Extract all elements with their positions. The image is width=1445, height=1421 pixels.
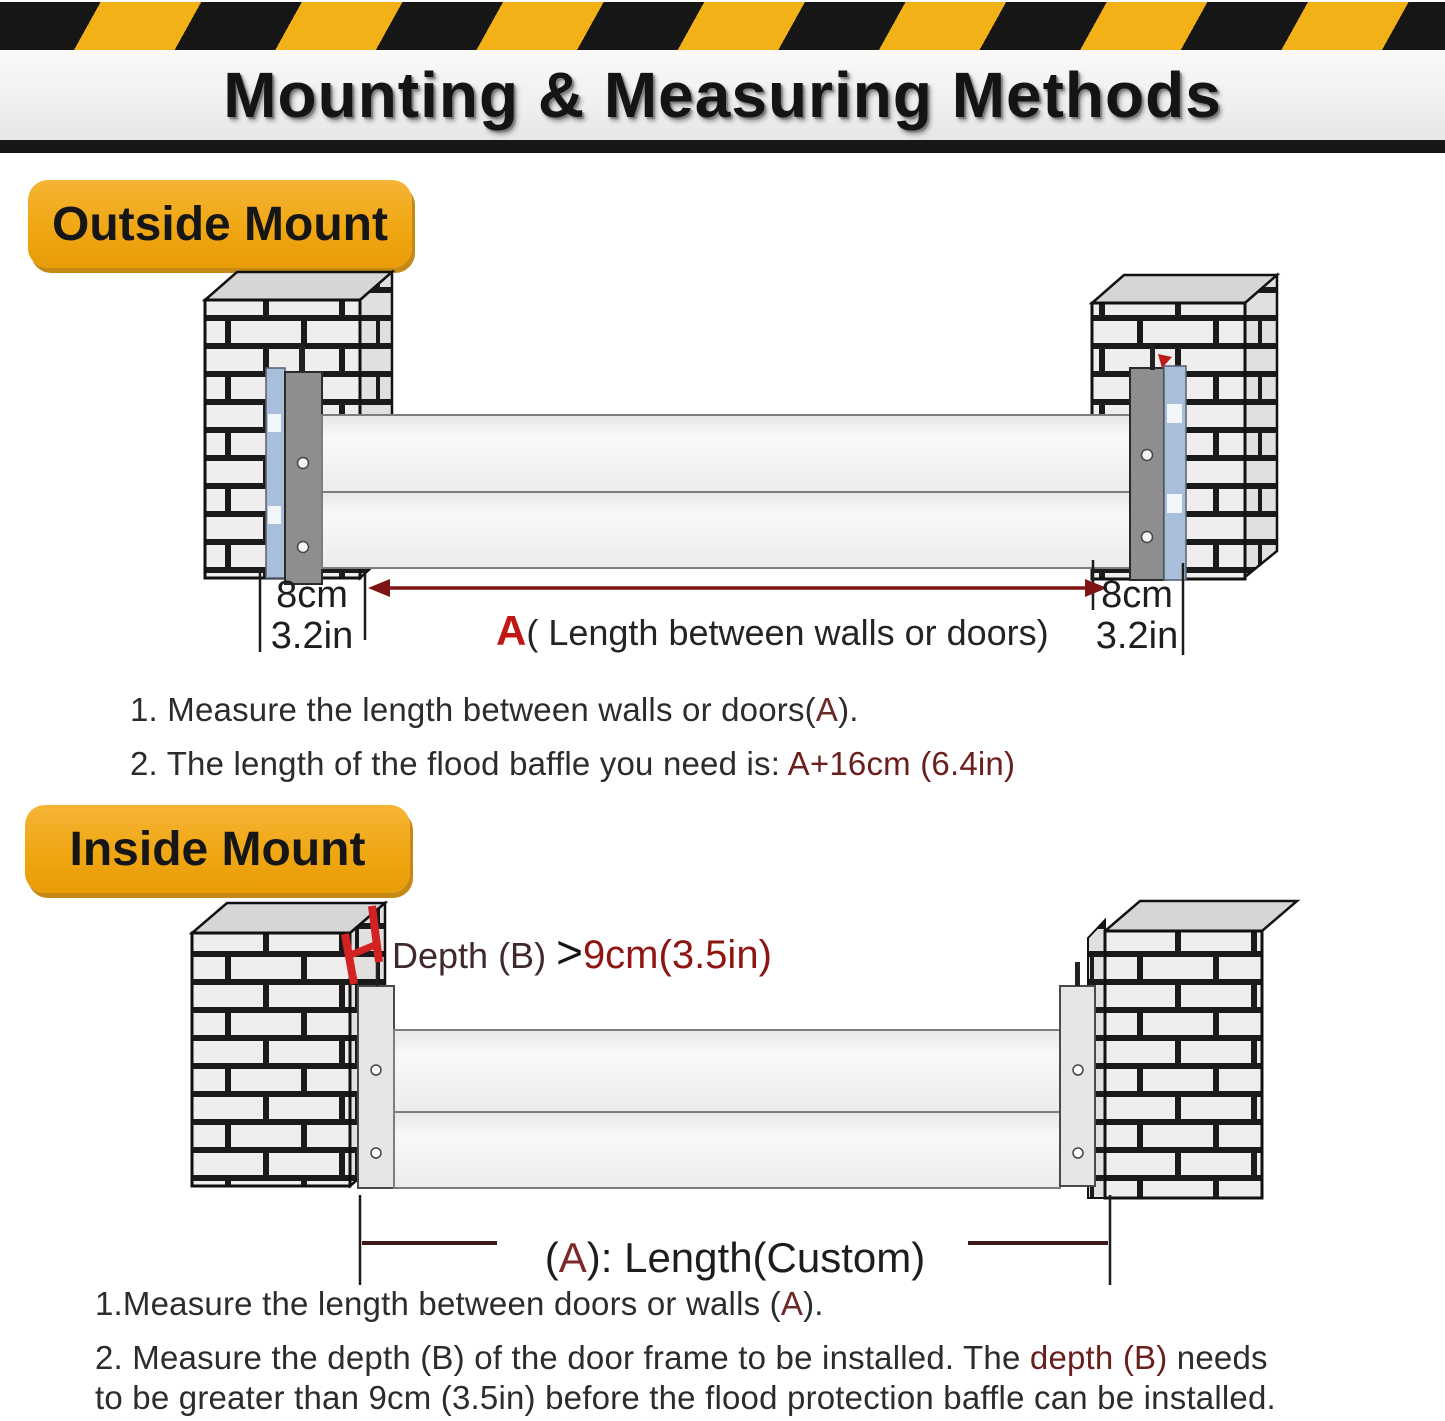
inside-instruction-2 bbox=[95, 1338, 1425, 1418]
instr-text: 2. The length of the flood baffle you need is: bbox=[130, 745, 788, 782]
outside-instruction-2 bbox=[130, 744, 1390, 784]
banner-divider-bar bbox=[0, 140, 1445, 153]
length-label-var: A bbox=[558, 1234, 587, 1281]
span-length-text: ( Length between walls or doors) bbox=[526, 612, 1049, 653]
inside-mount-label-text: Inside Mount bbox=[69, 822, 366, 876]
instr-text: ). bbox=[838, 691, 859, 728]
screw-hole bbox=[298, 458, 309, 469]
screw-hole bbox=[1142, 450, 1153, 461]
inside-left-pillar bbox=[192, 903, 385, 1186]
instr-text: 1.Measure the length between doors or walls ( bbox=[95, 1285, 781, 1322]
right-measure-cm: 8cm bbox=[1101, 574, 1173, 616]
length-label-post: ): Length(Custom) bbox=[586, 1234, 926, 1281]
instr-text: ). bbox=[803, 1285, 824, 1322]
depth-label bbox=[392, 926, 772, 978]
screw-hole bbox=[1142, 532, 1153, 543]
outside-right-channel bbox=[1130, 344, 1186, 580]
length-label bbox=[545, 1234, 925, 1281]
seal-strip bbox=[1164, 366, 1186, 580]
pillar-front-face bbox=[1105, 931, 1262, 1198]
seal-highlight bbox=[1167, 494, 1182, 513]
right-measure-in: 3.2in bbox=[1095, 615, 1179, 657]
inside-mount-diagram bbox=[0, 898, 1445, 1300]
outside-instructions bbox=[130, 690, 1390, 784]
screw-hole bbox=[1073, 1065, 1083, 1075]
screw-hole bbox=[371, 1148, 381, 1158]
inside-instruction-1 bbox=[95, 1284, 1425, 1324]
channel-pin bbox=[1150, 344, 1155, 370]
left-measure-in: 3.2in bbox=[270, 615, 354, 657]
barrier-panel-top bbox=[394, 1030, 1060, 1112]
inside-barrier-panels bbox=[394, 1030, 1060, 1188]
outside-instruction-1 bbox=[130, 690, 1390, 730]
seal-highlight bbox=[268, 414, 281, 432]
outside-mount-diagram bbox=[0, 262, 1445, 680]
screw-hole bbox=[1073, 1148, 1083, 1158]
page-title: Mounting & Measuring Methods bbox=[223, 59, 1222, 131]
inside-mount-label bbox=[25, 805, 410, 893]
outside-measurements bbox=[260, 560, 1183, 657]
span-length-var: A bbox=[496, 607, 527, 654]
instr-text: to be greater than 9cm (3.5in) before the flood protection baffle can be installed. bbox=[95, 1379, 1276, 1416]
instr-highlight: A+16cm (6.4in) bbox=[787, 745, 1016, 782]
seal-strip bbox=[266, 368, 285, 578]
seal-highlight bbox=[268, 506, 281, 524]
pillar-top-face bbox=[1105, 901, 1297, 931]
depth-label-value: 9cm(3.5in) bbox=[582, 933, 772, 977]
greater-than-sign: > bbox=[556, 926, 583, 978]
outside-left-channel bbox=[266, 344, 322, 584]
outside-mount-label bbox=[28, 180, 412, 268]
instr-var: A bbox=[780, 1285, 804, 1322]
barrier-panel-top bbox=[322, 415, 1133, 492]
screw-hole bbox=[371, 1065, 381, 1075]
instr-highlight: depth (B) bbox=[1029, 1339, 1168, 1376]
depth-label-name: Depth (B) bbox=[392, 935, 557, 976]
inside-measurements bbox=[360, 1195, 1110, 1285]
hazard-stripe-banner bbox=[0, 0, 1445, 52]
instr-text: 1. Measure the length between walls or doors( bbox=[130, 691, 816, 728]
channel-bracket bbox=[1130, 368, 1164, 580]
barrier-panel-bottom bbox=[394, 1112, 1060, 1188]
barrier-panel-bottom bbox=[322, 492, 1133, 568]
span-length-label bbox=[496, 607, 1049, 654]
length-label-pre: ( bbox=[544, 1234, 559, 1281]
left-measure-cm: 8cm bbox=[276, 574, 348, 616]
pillar-front-face bbox=[192, 933, 350, 1186]
instr-text: needs bbox=[1167, 1339, 1268, 1376]
outside-barrier-panels bbox=[322, 415, 1133, 568]
channel-pin bbox=[1075, 962, 1080, 986]
seal-highlight bbox=[1167, 404, 1182, 423]
instr-text: 2. Measure the depth (B) of the door frame to be installed. The bbox=[95, 1339, 1030, 1376]
inside-right-pillar bbox=[1088, 901, 1297, 1198]
pillar-side-face bbox=[1245, 275, 1277, 577]
arrowhead-left-icon bbox=[368, 579, 390, 597]
inside-instructions bbox=[95, 1284, 1425, 1418]
inside-right-channel bbox=[1060, 962, 1095, 1186]
screw-hole bbox=[298, 542, 309, 553]
channel-pin bbox=[299, 344, 305, 374]
instr-var: A bbox=[815, 691, 839, 728]
outside-mount-label-text: Outside Mount bbox=[52, 197, 388, 251]
title-band bbox=[0, 50, 1445, 140]
